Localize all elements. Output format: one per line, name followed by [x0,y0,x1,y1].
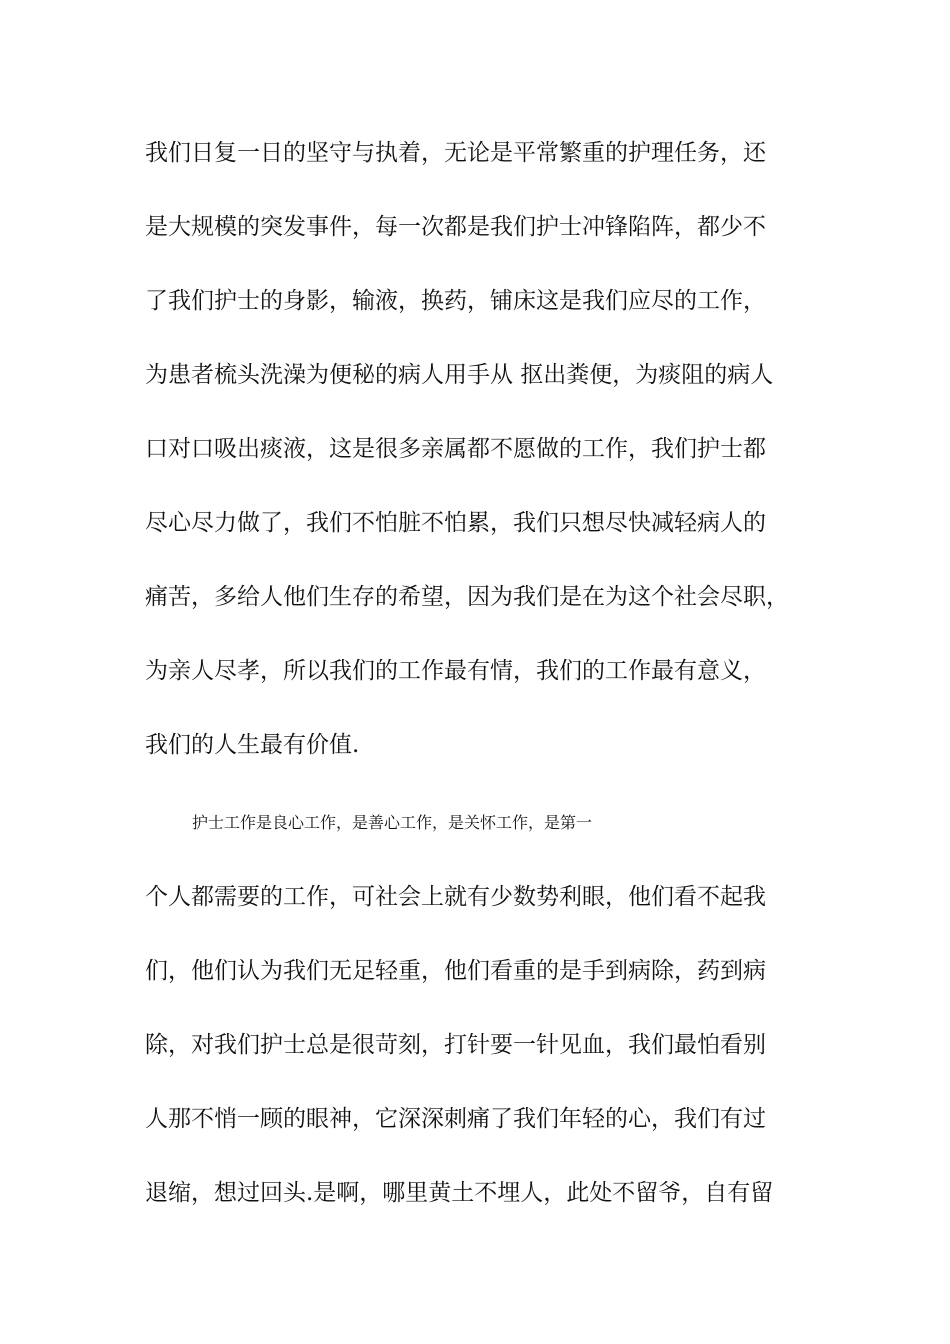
text-line: 为亲人尽孝，所以我们的工作最有情，我们的工作最有意义， [145,658,766,684]
text-line: 尽心尽力做了，我们不怕脏不怕累，我们只想尽快减轻病人的 [145,510,766,536]
text-line: 我们日复一日的坚守与执着，无论是平常繁重的护理任务，还 [145,140,766,166]
text-line: 除，对我们护士总是很苛刻，打针要一针见血，我们最怕看别 [145,1032,766,1058]
text-line: 口对口吸出痰液，这是很多亲属都不愿做的工作，我们护士都 [145,436,766,462]
text-line: 为患者梳头洗澡为便秘的病人用手从 抠出粪便，为痰阻的病人 [145,362,774,388]
text-line: 退缩，想过回头.是啊，哪里黄土不埋人，此处不留爷，自有留 [145,1180,774,1206]
text-line: 是大规模的突发事件，每一次都是我们护士冲锋陷阵，都少不 [145,214,766,240]
text-line: 痛苦，多给人他们生存的希望，因为我们是在为这个社会尽职， [145,584,789,610]
text-line: 我们的人生最有价值. [145,732,360,758]
paragraph-first-line: 护士工作是良心工作，是善心工作，是关怀工作，是第一 [192,813,593,832]
text-line: 们，他们认为我们无足轻重，他们看重的是手到病除，药到病 [145,958,766,984]
text-line: 了我们护士的身影，输液，换药，铺床这是我们应尽的工作， [145,288,766,314]
text-line: 个人都需要的工作，可社会上就有少数势利眼，他们看不起我 [145,884,766,910]
text-line: 人那不悄一顾的眼神，它深深刺痛了我们年轻的心，我们有过 [145,1106,766,1132]
